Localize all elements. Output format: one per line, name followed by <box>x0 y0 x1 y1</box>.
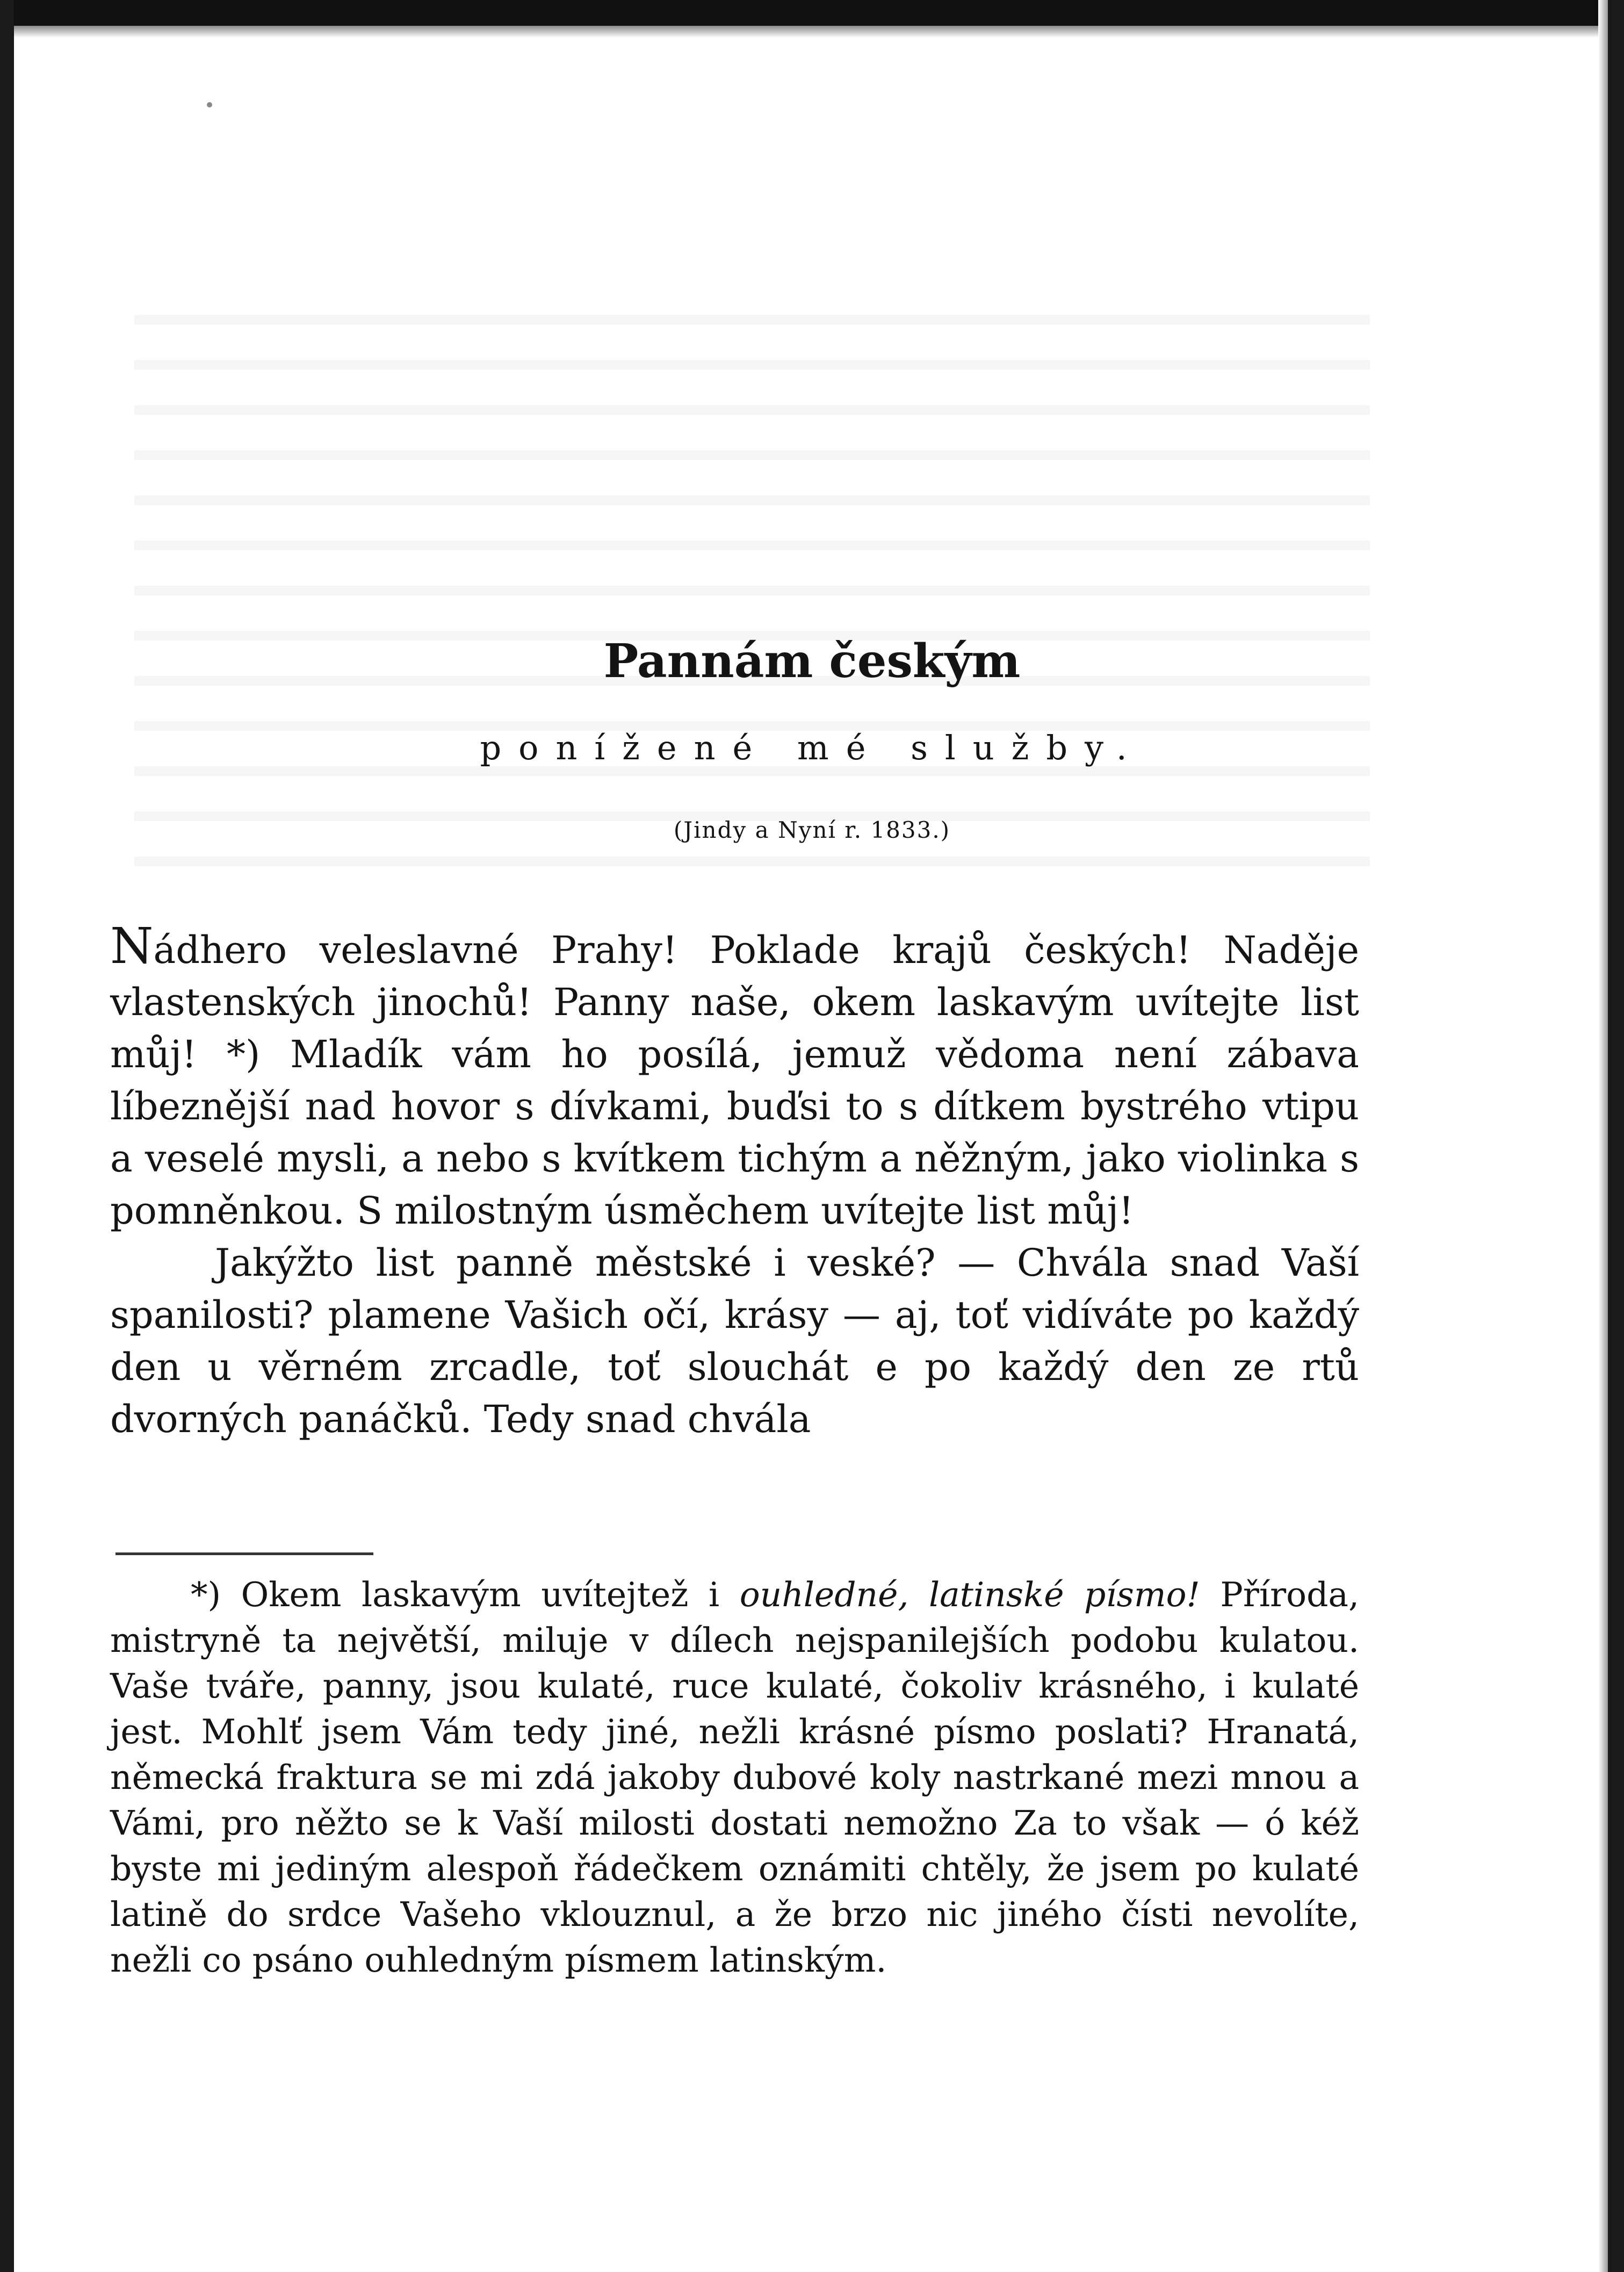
footnote-rest: Příroda, mistryně ta největší, miluje v dílech nejspanilejších podobu kulatou. Vaše tváře, panny, jsou kulaté, ruce kulaté, čokoliv krásného, i kulaté jest. Mohlť jsem Vám tedy jiné, nežli krásné písmo poslati? Hranatá, německá fraktura se mi zdá jakoby dubové koly nastrkané mezi mnou a Vámi, pro něžto se k Vaší milosti dostati nemožno Za to však — ó kéž byste mi jediným alespoň řádečkem oznámiti chtěly, že jsem po kulaté latině do srdce Vašeho vklouznul, a že brzo nic jiného čísti nevolíte, nežli co psáno ouhledným písmem latinským. <box>110 1575 1359 1980</box>
page-subtitle: ponížené mé služby. <box>480 728 1144 767</box>
scan-speck <box>207 102 212 107</box>
scan-border-right <box>1608 0 1624 2272</box>
footnote-separator <box>116 1552 373 1555</box>
paragraph-1 <box>110 917 1359 1237</box>
page-title: Pannám českým <box>603 634 1021 688</box>
footnote <box>110 1572 1359 1983</box>
scan-border-left <box>0 0 14 2272</box>
scan-shadow-top <box>0 26 1624 38</box>
footnote-intro: *) Okem laskavým uvítejtež i <box>191 1575 740 1614</box>
footnote-italic: ouhledné, latinské písmo! <box>739 1575 1200 1614</box>
scan-shadow-right <box>1598 0 1608 2272</box>
paragraph-2: Jakýžto list panně městské i veské? — Chvála snad Vaší spanilosti? plamene Vašich očí, krásy — aj, toť vidíváte po každý den u věrném zrcadle, toť slouchát e po každý den ze rtů dvorných panáčků. Tedy snad chvála <box>110 1241 1359 1441</box>
scan-border-top <box>0 0 1624 26</box>
drop-cap: N <box>110 917 154 975</box>
paragraph-1-text: ádhero veleslavné Prahy! Poklade krajů českých! Naděje vlastenských jinochů! Panny naše, okem laskavým uvítejte list můj! *) Mladík vám ho posílá, jemuž vědoma není zábava líbeznější nad hovor s dívkami, buďsi to s dítkem bystrého vtipu a veselé mysli, a nebo s kvítkem tichým a něžným, jako violinka s pomněnkou. S milostným úsměchem uvítejte list můj! <box>110 928 1359 1233</box>
main-text <box>110 917 1359 1446</box>
publication-dateline: (Jindy a Nyní r. 1833.) <box>673 817 951 843</box>
bleed-through-texture <box>134 279 1370 897</box>
